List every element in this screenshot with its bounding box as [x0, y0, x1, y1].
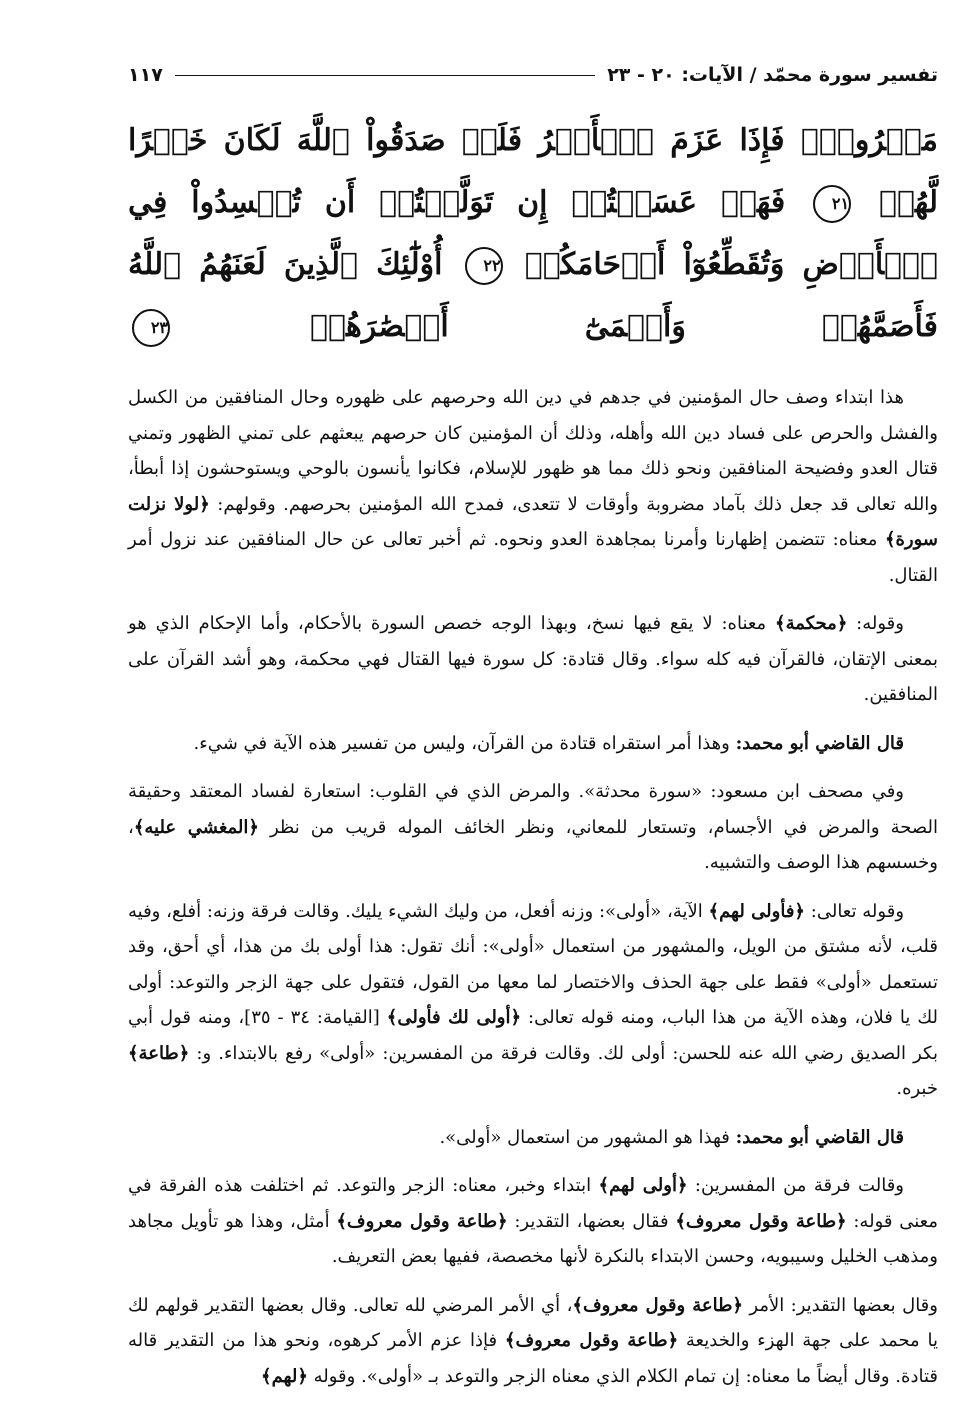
quoted-phrase: ﴿لهم﴾ — [261, 1365, 308, 1387]
verse-text: أُوْلَٰٓئِكَ ٱلَّذِينَ لَعَنَهُمُ ٱللَّهُ فَأَصَمَّهُمۡ وَأَعۡمَىٰٓ أَبۡصَٰرَهُمۡ — [128, 247, 938, 344]
quoted-phrase: ﴿طاعة﴾ — [128, 1042, 190, 1064]
speaker-label: قال القاضي أبو محمد: — [735, 1126, 904, 1148]
header-title: تفسير سورة محمّد / الآيات: ٢٠ - ٢٣ — [607, 64, 938, 86]
quoted-phrase: ﴿المغشي عليه﴾ — [133, 816, 259, 838]
quoted-phrase: ﴿محكمة﴾ — [775, 613, 848, 634]
text: وقال بعضها التقدير: الأمر — [742, 1294, 938, 1316]
header-rule — [175, 75, 595, 76]
text: ابتداء وخبر، معناه: الزجر والتوعد. ثم اختلفت هذه الفرقة في معنى قوله: — [128, 1175, 939, 1232]
text: معناه: تتضمن إظهارنا وأمرنا بمجاهدة العدو ونحوه. ثم أخبر تعالى عن حال المنافقين عند نزول أمر القتال. — [128, 529, 938, 586]
quoted-phrase: ﴿أولى لهم﴾ — [598, 1175, 688, 1196]
verse-text: مَعۡرُوفٌۚ فَإِذَا عَزَمَ ٱلۡأَمۡرُ فَلَوۡ صَدَقُواْ ٱللَّهَ لَكَانَ خَيۡرًا لَّهُمۡ — [128, 123, 938, 220]
paragraph — [128, 726, 938, 762]
page-number: ١١٧ — [128, 64, 163, 86]
text: وقالت فرقة من المفسرين: — [687, 1175, 904, 1196]
verse-text: فِي ٱلۡأَرۡضِ وَتُقَطِّعُوٓاْ أَرۡحَامَكُمۡ — [128, 185, 938, 282]
text: ، وخسسهم هذا الوصف والتشبيه. — [128, 816, 938, 873]
quoted-phrase: ﴿طاعة وقول معروف﴾ — [336, 1210, 508, 1232]
verse-number-marker: ٢٣ — [132, 309, 170, 347]
paragraph — [128, 1288, 938, 1395]
paragraph — [128, 380, 938, 593]
text: فهذا هو المشهور من استعمال «أولى». — [439, 1126, 736, 1148]
text: معناه: لا يقع فيها نسخ، وبهذا الوجه خصص السورة بالأحكام، وأما الإحكام الذي هو بمعنى الإتقان، فالقرآن فيه كله سواء. وقال قتادة: كل سورة فيها القتال فهي محكمة، وهو أشد القرآن على المنافقين. — [128, 613, 938, 705]
paragraph — [128, 606, 938, 713]
page — [128, 58, 938, 1407]
text: وفي مصحف ابن مسعود: «سورة محدثة». والمرض الذي في القلوب: استعارة لفساد المعتقد وحقيقة الصحة والمرض في الأجسام، وتستعار للمعاني، ونظر الخائف الموله قريب من نظر — [128, 781, 938, 838]
quoted-phrase: ﴿أولى لك فأولى﴾ — [386, 1007, 522, 1028]
text: فقال بعضها، التقدير: — [507, 1210, 676, 1232]
text: [القيامة: ٣٤ - ٣٥]، ومنه قول أبي بكر الصديق رضي الله عنه للحسن: أولى لك. وقالت فرقة من المفسرين: «أولى» رفع بالابتداء. و: — [128, 1007, 938, 1064]
running-header — [128, 58, 938, 92]
text: خبره. — [896, 1078, 938, 1099]
quoted-phrase: ﴿طاعة وقول معروف﴾ — [504, 1330, 679, 1351]
verse-text: فَهَلۡ عَسَيۡتُمۡ إِن تَوَلَّيۡتُمۡ أَن تُفۡسِدُواْ — [191, 185, 786, 220]
quoted-phrase: ﴿فأولى لهم﴾ — [708, 900, 805, 922]
paragraph — [128, 1120, 938, 1156]
text: أمثل، وهذا هو تأويل مجاهد ومذهب الخليل وسيبويه، وحسن الابتداء بالنكرة لأنها مخصصة، ففيها بعض التعريف. — [128, 1210, 938, 1267]
text: وقوله: — [847, 613, 904, 634]
commentary — [128, 380, 938, 1394]
paragraph — [128, 894, 938, 1107]
verse-number-marker: ٢١ — [813, 185, 851, 223]
text: فإذا عزم الأمر كرهوه، ونحو هذا من التقدير قاله قتادة. وقال أيضاً ما معناه: إن تمام الكلام الذي معناه الزجر والتوعد بـ «أولى». وقوله — [128, 1330, 938, 1387]
text: ، أي الأمر المرضي لله تعالى. وقال بعضها التقدير قولهم لك يا محمد على جهة الهزء والخديعة — [128, 1294, 938, 1351]
text: الآية، «أولى»: وزنه أفعل، من وليك الشيء يليك. وقالت فرقة وزنه: أفلع، وفيه قلب، لأنه مشتق من الويل، والمشهور من استعمال «أولى»: أنك تقول: هذا أولى بك من هذا، أي أحق، وقد تستعمل «أولى» فقط على جهة الحذف والاختصار لما معها من القول، فتقول على جهة الزجر والتوعد: أولى لك يا فلان، وهذه الآية من هذا الباب، ومنه قوله تعالى: — [128, 900, 938, 1028]
paragraph — [128, 774, 938, 881]
verse-number-marker: ٢٢ — [465, 247, 503, 285]
text: وهذا أمر استقراه قتادة من القرآن، وليس من تفسير هذه الآية في شيء. — [193, 732, 736, 754]
text: هذا ابتداء وصف حال المؤمنين في جدهم في دين الله وحرصهم على ظهوره وحال المنافقين من الكسل والفشل والحرص على فساد دين الله وأهله، وذلك أن المؤمنين كان حرصهم يبعثهم على تمني الظهور وتمني قتال العدو وفضيحة المنافقين ونحو ذلك مما هو ظهور للإسلام، فكانوا يأنسون بالوحي ويستوحشون إذا أبطأ، والله تعالى قد جعل ذلك بآماد مضروبة وأوقات لا تتعدى، فمدح الله المؤمنين بحرصهم. وقولهم: — [128, 387, 938, 515]
quoted-phrase: ﴿طاعة وقول معروف﴾ — [572, 1294, 743, 1316]
quran-verses — [128, 110, 938, 358]
quoted-phrase: ﴿طاعة وقول معروف﴾ — [675, 1210, 847, 1232]
text: وقوله تعالى: — [804, 900, 905, 922]
quoted-phrase: ﴿لولا نزلت سورة﴾ — [128, 493, 938, 550]
speaker-label: قال القاضي أبو محمد: — [735, 732, 904, 754]
paragraph — [128, 1168, 938, 1275]
